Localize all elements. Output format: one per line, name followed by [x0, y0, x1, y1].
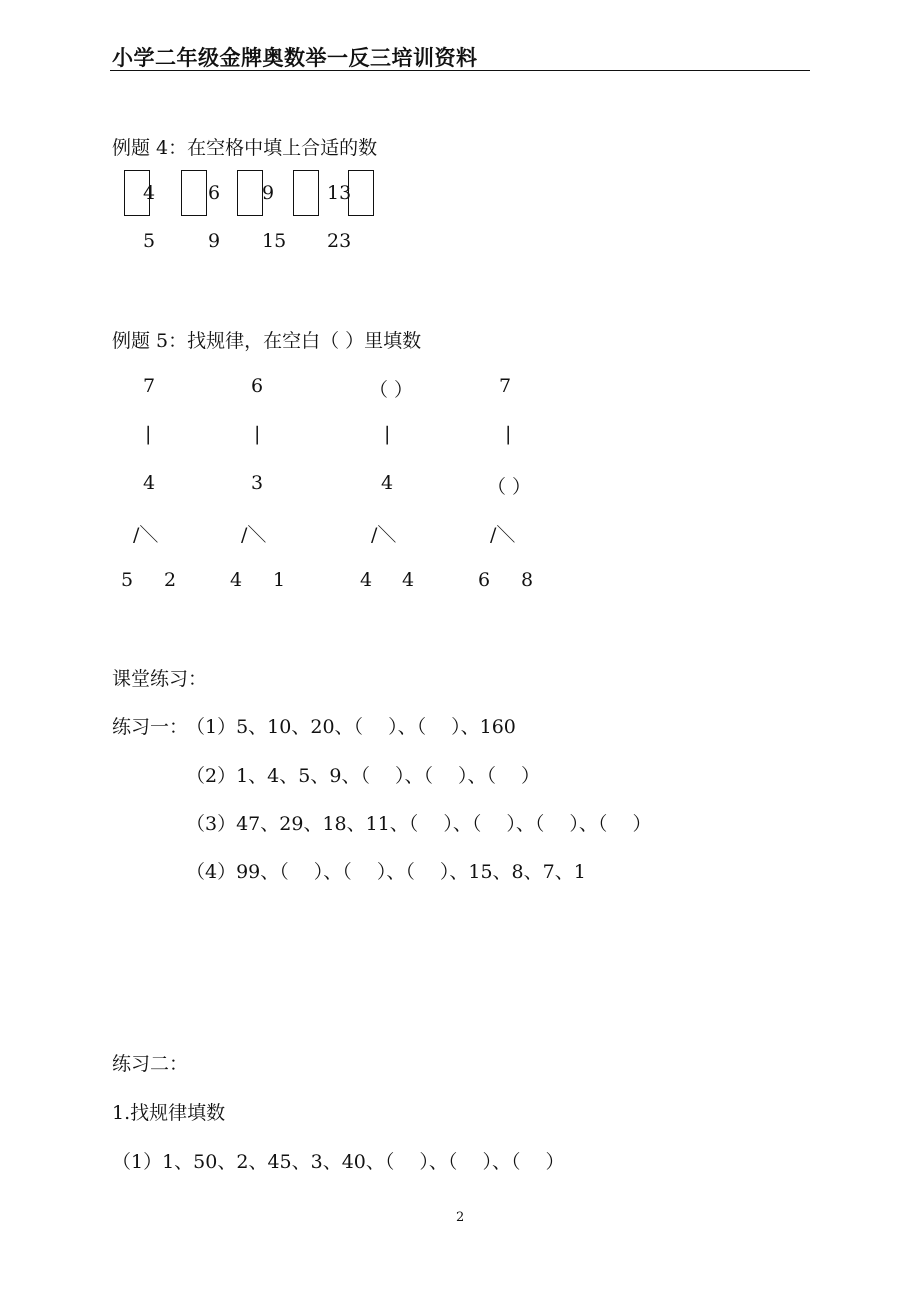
tree-branch: /＼	[241, 524, 267, 546]
tree-branch: /＼	[371, 524, 397, 546]
example4-bottom-number: 15	[262, 230, 287, 252]
example4-blank-box	[293, 170, 319, 216]
practice2-label: 练习二：	[112, 1053, 189, 1075]
example4-blank-box	[348, 170, 374, 216]
tree-left-value: 5	[121, 569, 134, 591]
tree-stem: |	[254, 423, 261, 445]
example4-top-number: 9	[262, 182, 275, 204]
tree-right-value: 1	[273, 569, 286, 591]
tree-stem: |	[145, 423, 152, 445]
tree-top-value: 6	[251, 375, 264, 397]
tree-left-value: 4	[360, 569, 373, 591]
tree-mid-value: 4	[381, 472, 394, 494]
example5-title: 例题 5：找规律，在空白（ ）里填数	[112, 330, 422, 352]
example4-bottom-number: 23	[327, 230, 352, 252]
tree-mid-value: 3	[251, 472, 264, 494]
example4-bottom-number: 5	[143, 230, 156, 252]
practice1-item: （2）1、4、5、9、（ ）、（ ）、（ ）	[186, 765, 541, 787]
practice1-item: （3）47、29、18、11、（ ）、（ ）、（ ）、（ ）	[186, 813, 652, 835]
document-header-title: 小学二年级金牌奥数举一反三培训资料	[112, 46, 478, 70]
practice1-item: （1）5、10、20、（ ）、（ ）、160	[186, 716, 516, 738]
tree-mid-value: 4	[143, 472, 156, 494]
practice2-subtitle: 1.找规律填数	[112, 1102, 226, 1124]
tree-right-value: 4	[402, 569, 415, 591]
example4-top-number: 4	[143, 182, 156, 204]
example4-blank-box	[237, 170, 263, 216]
tree-left-value: 4	[230, 569, 243, 591]
tree-branch: /＼	[133, 524, 159, 546]
page-number: 2	[456, 1210, 465, 1225]
example4-blank-box	[181, 170, 207, 216]
tree-right-value: 8	[521, 569, 534, 591]
tree-top-blank: （ ）	[369, 379, 414, 401]
example4-title: 例题 4：在空格中填上合适的数	[112, 137, 378, 159]
tree-top-value: 7	[499, 375, 512, 397]
practice1-label: 练习一：	[112, 716, 189, 738]
header-rule	[110, 70, 810, 71]
tree-stem: |	[384, 423, 391, 445]
tree-mid-blank: （ ）	[487, 476, 532, 498]
classroom-practice-title: 课堂练习：	[112, 668, 208, 690]
tree-branch: /＼	[490, 524, 516, 546]
tree-left-value: 6	[478, 569, 491, 591]
practice1-item: （4）99、（ ）、（ ）、（ ）、15、8、7、1	[186, 861, 586, 883]
example4-top-number: 6	[208, 182, 221, 204]
example4-bottom-number: 9	[208, 230, 221, 252]
tree-stem: |	[505, 423, 512, 445]
tree-top-value: 7	[143, 375, 156, 397]
practice2-item: （1）1、50、2、45、3、40、（ ）、（ ）、（ ）	[112, 1151, 565, 1173]
tree-right-value: 2	[164, 569, 177, 591]
example4-top-number: 13	[327, 182, 352, 204]
